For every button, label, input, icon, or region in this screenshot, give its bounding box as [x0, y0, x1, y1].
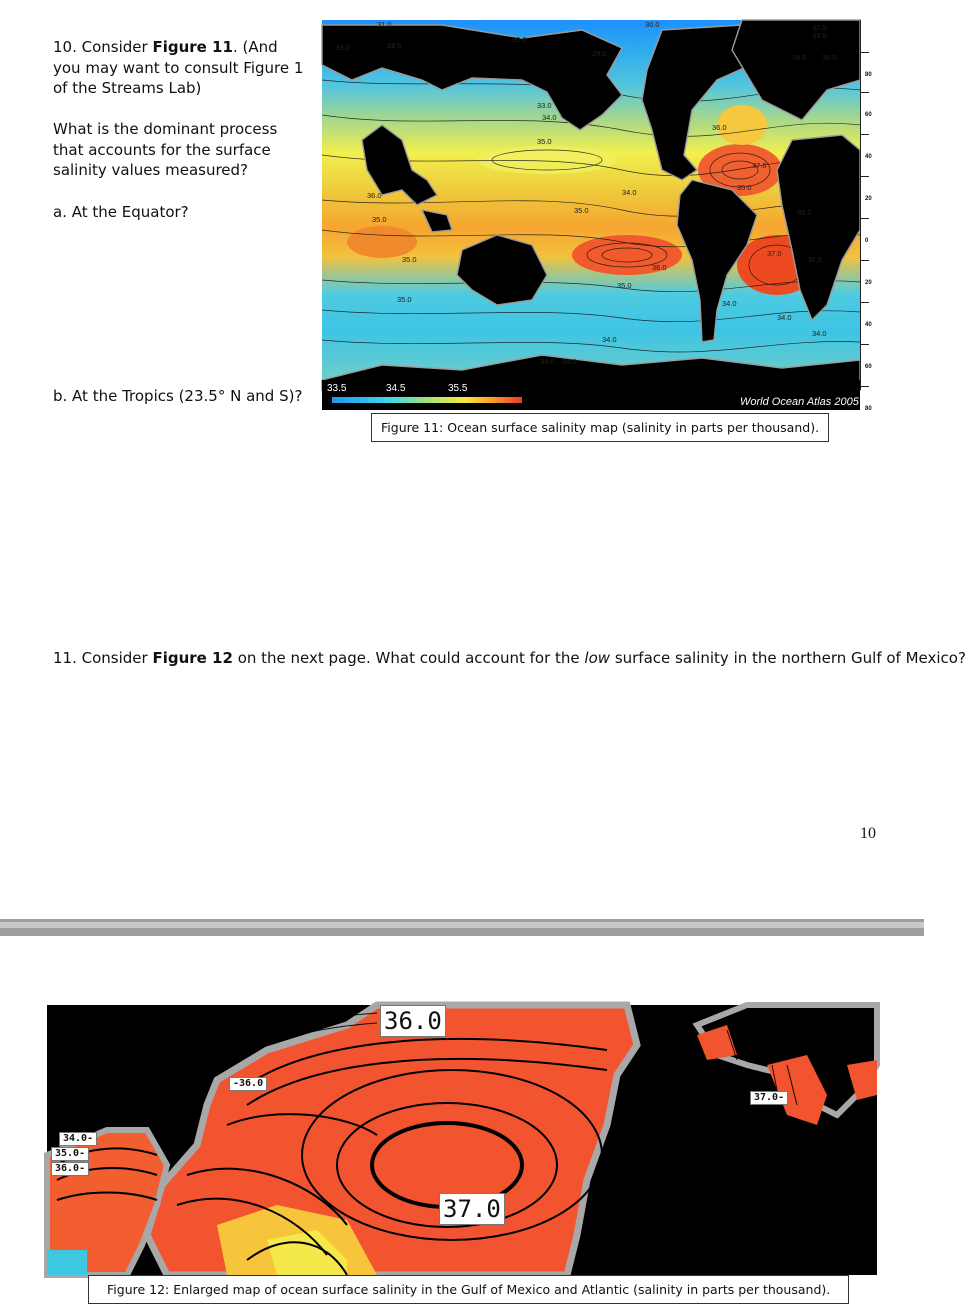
lat-label: 80	[865, 406, 872, 412]
contour-label: 35.0	[574, 206, 589, 215]
contour-label: 30.0	[645, 20, 660, 29]
contour-label: 33.0	[335, 43, 350, 52]
contour-label: 35.0	[537, 137, 552, 146]
contour-label: 34.0	[540, 357, 555, 366]
contour-label: 36.0	[712, 123, 727, 132]
lat-label: 40	[865, 154, 872, 160]
figure-11-map	[322, 20, 860, 410]
contour-label-left-35: 35.0-	[51, 1147, 89, 1161]
contour-label: 34.0	[792, 53, 807, 62]
contour-label-left-36: 36.0-	[51, 1162, 89, 1176]
contour-label: 37.0	[767, 249, 782, 258]
contour-label: 35.0	[737, 183, 752, 192]
figure-12-caption: Figure 12: Enlarged map of ocean surface salinity in the Gulf of Mexico and Atlantic (salinity in parts per thousand).	[88, 1275, 849, 1304]
question-10-intro: 10. Consider Figure 11. (And you may want to consult Figure 1 of the Streams Lab)	[53, 38, 304, 97]
page-number: 10	[860, 825, 876, 842]
contour-label: 31.0	[377, 20, 392, 29]
lat-label: 20	[865, 280, 872, 286]
contour-label: 32.0	[812, 23, 827, 32]
contour-label: 34.0	[542, 113, 557, 122]
colorbar-label: 35.5	[448, 383, 468, 394]
latitude-axis	[860, 20, 890, 412]
contour-label-right: 37.0-	[750, 1091, 788, 1105]
contour-label: 35.0	[797, 208, 812, 217]
contour-label: 36.0	[367, 191, 382, 200]
lat-label: 60	[865, 364, 872, 370]
lat-label: 40	[865, 322, 872, 328]
page-separator-highlight	[0, 922, 924, 928]
contour-label: 34.0	[622, 188, 637, 197]
salinity-world-map	[322, 20, 860, 410]
contour-label-center: 37.0	[439, 1193, 505, 1225]
figure-12-map	[47, 1005, 877, 1275]
contour-label: 33.0	[812, 31, 827, 40]
lat-label: 80	[865, 72, 872, 78]
contour-label: 35.0	[372, 215, 387, 224]
contour-label: 34.0	[562, 357, 577, 366]
contour-label: 36.0	[652, 263, 667, 272]
contour-label-left-34: 34.0-	[59, 1132, 97, 1146]
contour-label: 33.0	[537, 101, 552, 110]
question-10-part-a: a. At the Equator?	[53, 203, 189, 221]
contour-label: 35.0	[397, 295, 412, 304]
colorbar-label: 33.5	[327, 383, 347, 394]
contour-label: 34.0	[777, 313, 792, 322]
figure-11-caption: Figure 11: Ocean surface salinity map (salinity in parts per thousand).	[371, 413, 829, 442]
contour-label-gulf: -36.0	[229, 1077, 267, 1091]
colorbar-label: 34.5	[386, 383, 406, 394]
map-credit: World Ocean Atlas 2005	[740, 396, 859, 408]
lat-label: 20	[865, 196, 872, 202]
contour-label-top: 36.0	[380, 1005, 446, 1037]
colorbar	[332, 397, 522, 403]
gulf-salinity-map	[47, 1005, 877, 1275]
contour-label: 35.0	[402, 255, 417, 264]
contour-label: 34.0	[812, 329, 827, 338]
contour-label: 34.0	[722, 299, 737, 308]
question-10-prompt: What is the dominant process that accounts for the surface salinity values measured?	[53, 120, 278, 179]
contour-label: 37.0	[752, 161, 767, 170]
contour-label: 35.0	[617, 281, 632, 290]
contour-label: 29.0	[592, 49, 607, 58]
question-10-part-b: b. At the Tropics (23.5° N and S)?	[53, 387, 303, 405]
contour-label: 30.0	[512, 35, 527, 44]
lat-label: 0	[865, 238, 869, 244]
contour-label: 36.0	[807, 255, 822, 264]
contour-label: 28.0	[387, 41, 402, 50]
contour-label: 35.0	[822, 53, 837, 62]
lat-label: 60	[865, 112, 872, 118]
question-11: 11. Consider Figure 12 on the next page. What could account for the low surface salinity in the northern Gulf of Mexico?	[53, 649, 966, 667]
contour-label: 34.0	[602, 335, 617, 344]
